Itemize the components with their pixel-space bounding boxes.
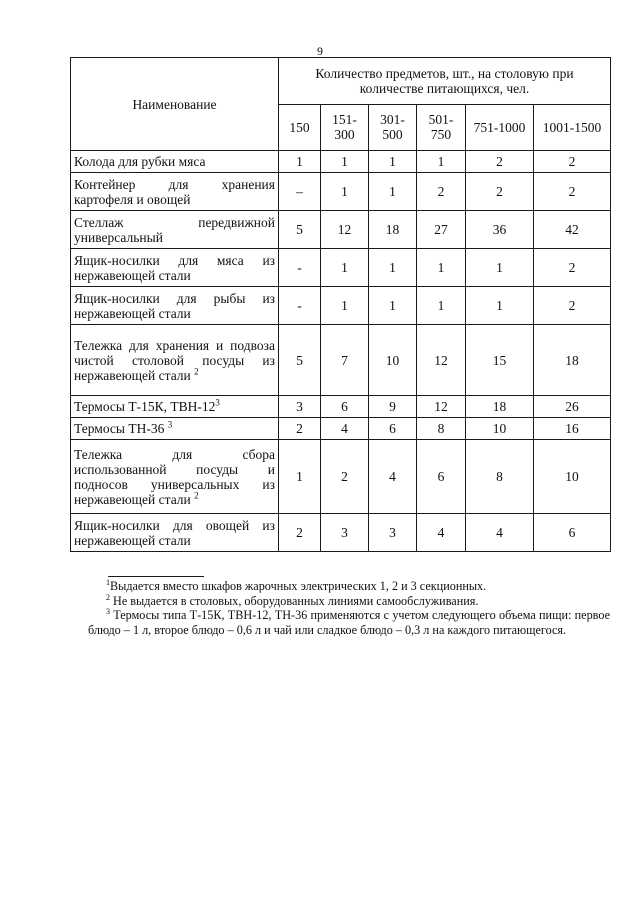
row-name: Колода для рубки мяса: [71, 151, 279, 173]
row-value: 1: [417, 287, 466, 325]
row-value: 18: [534, 325, 611, 396]
table-row: [71, 514, 611, 552]
row-value: 8: [417, 418, 466, 440]
row-name: Ящик-носилки для рыбы из нержавеющей стали: [71, 287, 279, 325]
footnote-1: [88, 579, 610, 594]
row-name: Термосы ТН-36 $^3$: [71, 418, 279, 440]
row-value: 5: [279, 325, 321, 396]
row-value: 5: [279, 211, 321, 249]
footnote-mark: 1: [106, 577, 110, 587]
row-value: 8: [466, 440, 534, 514]
row-value: 1: [369, 287, 417, 325]
footnote-text: Не выдается в столовых, оборудованных линиями самообслуживания.: [113, 593, 479, 608]
header-quantity: Количество предметов, шт., на столовую при количестве питающихся, чел.: [279, 58, 611, 105]
page-number: 9: [317, 44, 323, 58]
row-value: 27: [417, 211, 466, 249]
row-value: 1: [466, 249, 534, 287]
row-value: 18: [466, 396, 534, 418]
header-col-751-1000: 751-1000: [466, 104, 534, 151]
footnote-text: Термосы типа Т-15К, ТВН-12, ТН-36 применяются с учетом следующего объема пищи: первое блюдо – 1 л, второе блюдо – 0,6 л и чай или сладкое блюдо – 0,3 л на каждого питающегося.: [88, 608, 610, 637]
row-name: Ящик-носилки для овощей из нержавеющей стали: [71, 514, 279, 552]
row-name: Тележка для хранения и подвоза чистой столовой посуды из нержавеющей стали $^2$: [71, 325, 279, 396]
row-name: Ящик-носилки для мяса из нержавеющей стали: [71, 249, 279, 287]
row-value: –: [279, 173, 321, 211]
row-value: 2: [534, 249, 611, 287]
row-value: 2: [534, 173, 611, 211]
row-value: 2: [466, 173, 534, 211]
row-value: 26: [534, 396, 611, 418]
header-col-150: 150: [279, 104, 321, 151]
row-value: 2: [417, 173, 466, 211]
table-row: [71, 287, 611, 325]
row-value: 1: [417, 249, 466, 287]
row-value: 12: [417, 325, 466, 396]
row-value: 1: [279, 151, 321, 173]
row-value: 6: [417, 440, 466, 514]
header-col-1001-1500: 1001-1500: [534, 104, 611, 151]
footnote-mark: 3: [106, 606, 110, 616]
table-row: [71, 173, 611, 211]
row-value: 1: [279, 440, 321, 514]
row-value: 4: [417, 514, 466, 552]
row-value: 1: [321, 249, 369, 287]
row-value: 12: [321, 211, 369, 249]
row-value: 10: [369, 325, 417, 396]
header-name: Наименование: [71, 58, 279, 151]
row-value: -: [279, 249, 321, 287]
row-name: Тележка для сбора использованной посуды и подносов универсальных из нержавеющей стали $^2$: [71, 440, 279, 514]
header-col-301-500: 301-500: [369, 104, 417, 151]
row-value: 4: [466, 514, 534, 552]
row-value: 6: [369, 418, 417, 440]
row-name: Стеллаж передвижной универсальный: [71, 211, 279, 249]
table-row: [71, 211, 611, 249]
footnote-mark: 2: [106, 592, 110, 602]
row-value: 4: [369, 440, 417, 514]
footnote-text: Выдается вместо шкафов жарочных электрических 1, 2 и 3 секционных.: [110, 579, 487, 593]
row-value: 4: [321, 418, 369, 440]
row-value: 3: [369, 514, 417, 552]
table-header-row: [71, 58, 611, 105]
row-value: 6: [534, 514, 611, 552]
table-row: [71, 249, 611, 287]
header-col-501-750: 501-750: [417, 104, 466, 151]
row-value: 10: [534, 440, 611, 514]
row-value: 12: [417, 396, 466, 418]
footnote-2: [88, 594, 610, 609]
table-row: [71, 418, 611, 440]
footnote-ref: 2: [194, 490, 199, 500]
row-value: 1: [369, 249, 417, 287]
row-value: 42: [534, 211, 611, 249]
footnote-divider: [108, 576, 204, 577]
row-value: 2: [534, 287, 611, 325]
header-col-151-300: 151-300: [321, 104, 369, 151]
row-value: 1: [417, 151, 466, 173]
row-value: 1: [369, 151, 417, 173]
row-value: 1: [321, 173, 369, 211]
row-name: Термосы Т-15К, ТВН-$12^3$: [71, 396, 279, 418]
table-row: [71, 151, 611, 173]
table-row: [71, 325, 611, 396]
row-value: 1: [369, 173, 417, 211]
footnote-3: [88, 608, 610, 637]
row-value: 7: [321, 325, 369, 396]
equipment-table: [70, 57, 611, 552]
row-value: 9: [369, 396, 417, 418]
table-row: [71, 440, 611, 514]
row-value: 3: [321, 514, 369, 552]
row-value: 36: [466, 211, 534, 249]
row-value: -: [279, 287, 321, 325]
row-value: 2: [321, 440, 369, 514]
row-name: Контейнер для хранения картофеля и овощей: [71, 173, 279, 211]
footnote-ref: 3: [167, 419, 173, 430]
table-row: [71, 396, 611, 418]
row-value: 1: [321, 287, 369, 325]
footnote-ref: 2: [194, 366, 199, 376]
row-value: 2: [466, 151, 534, 173]
row-value: 2: [279, 514, 321, 552]
row-value: 10: [466, 418, 534, 440]
row-value: 1: [321, 151, 369, 173]
row-value: 18: [369, 211, 417, 249]
footnote-ref: 3: [215, 397, 220, 408]
row-value: 1: [466, 287, 534, 325]
row-value: 2: [534, 151, 611, 173]
row-value: 2: [279, 418, 321, 440]
row-value: 15: [466, 325, 534, 396]
footnotes: [88, 579, 610, 637]
row-value: 6: [321, 396, 369, 418]
row-value: 3: [279, 396, 321, 418]
row-value: 16: [534, 418, 611, 440]
